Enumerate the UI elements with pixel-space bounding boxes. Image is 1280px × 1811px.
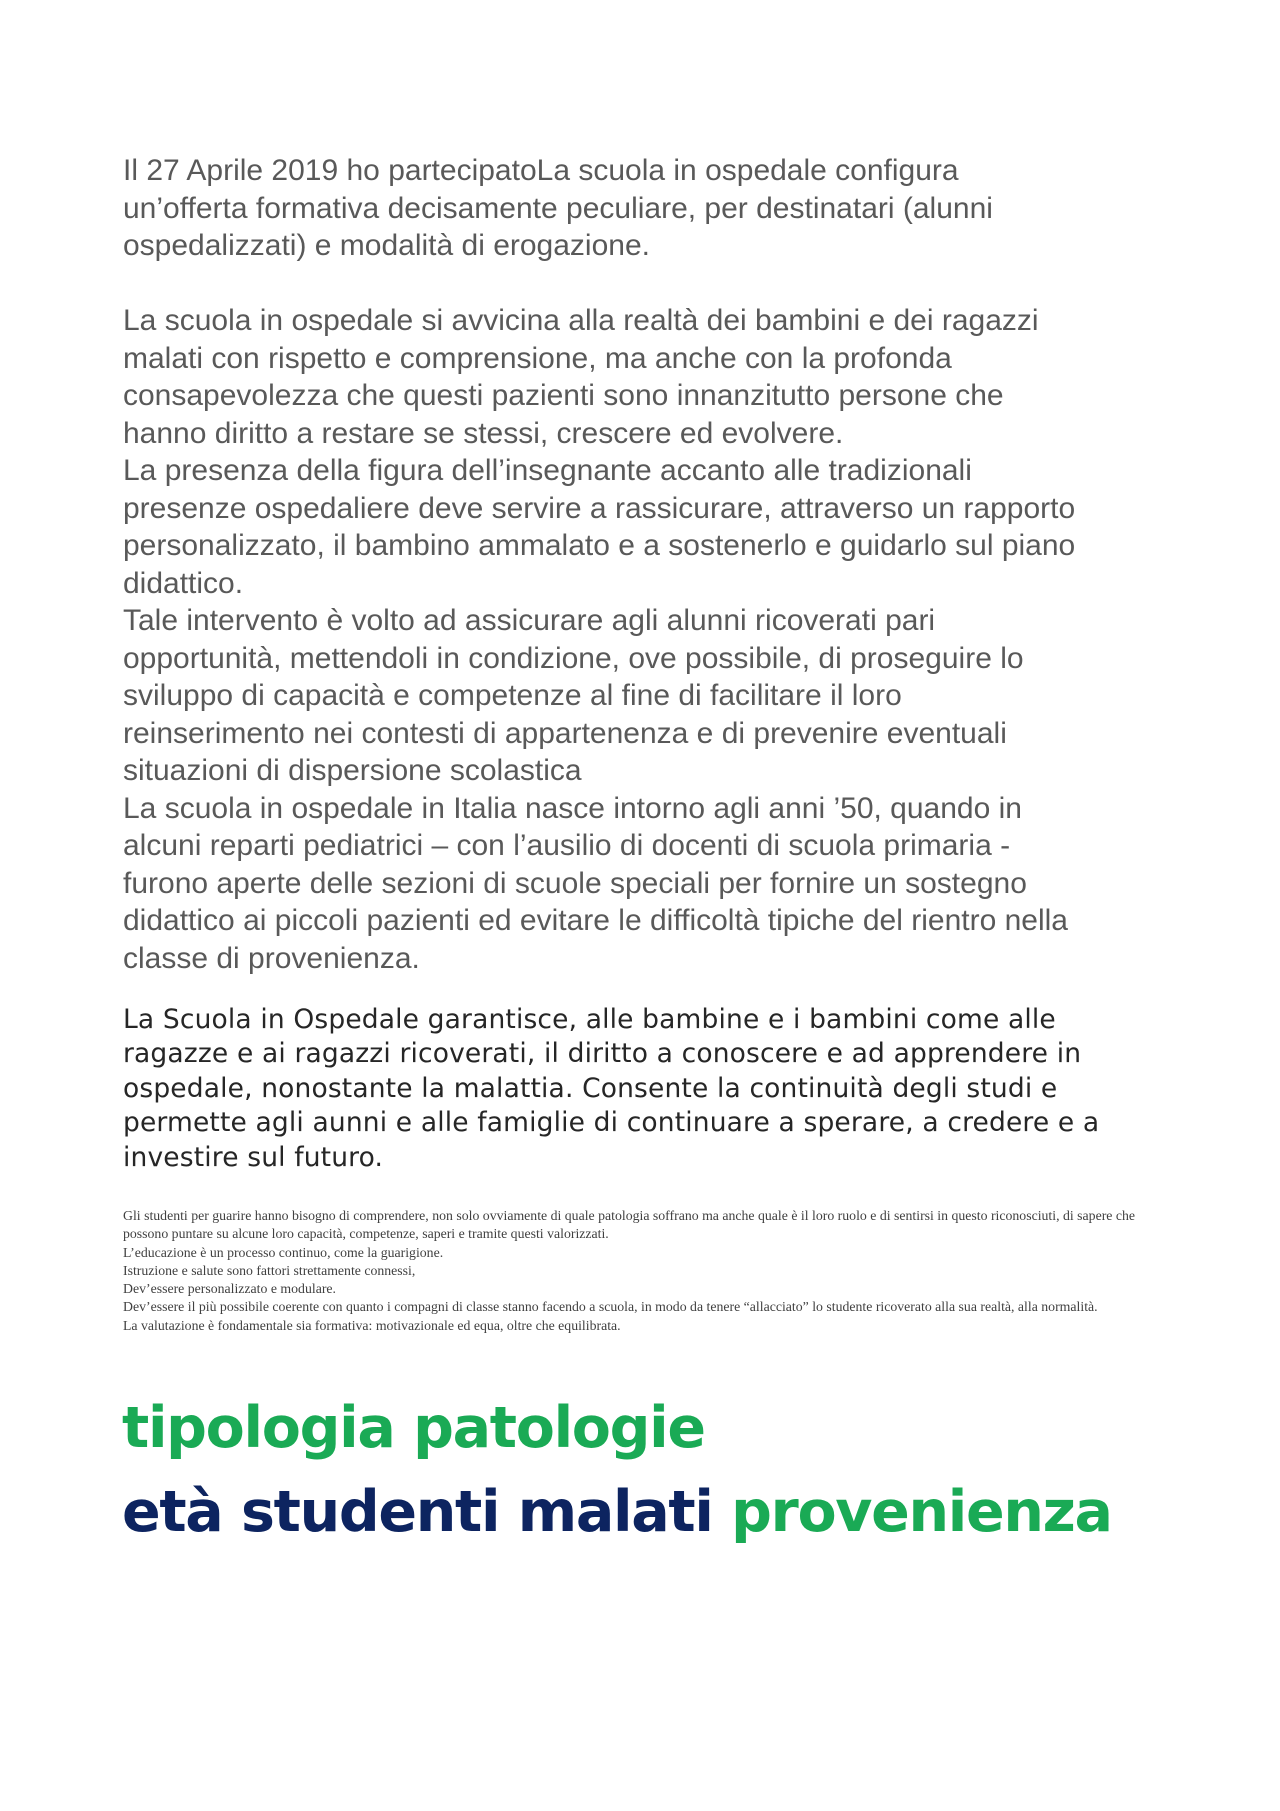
intro-line: sviluppo di capacità e competenze al fine di facilitare il loro [123, 679, 902, 712]
intro-line: opportunità, mettendoli in condizione, ove possibile, di proseguire lo [123, 641, 1024, 675]
note-line: Dev’essere il più possibile coerente con quanto i compagni di classe stanno facendo a scuola, in modo da tenere “allacciato” lo studente ricoverato alla sua realtà, alla normalità. [123, 1299, 1098, 1315]
note-line: La valutazione è fondamentale sia formativa: motivazionale ed equa, oltre che equilibrata. [123, 1317, 621, 1333]
note-line: Gli studenti per guarire hanno bisogno di comprendere, non solo ovviamente di quale patologia soffrano ma anche quale è il loro ruolo e di sentirsi in questo riconosciuti, di sapere che possono puntare su alcune loro capacità, competenze, saperi e tramite questi valorizzati. [123, 1208, 1136, 1242]
intro-line: Il 27 Aprile 2019 ho partecipatoLa scuola in ospedale configura [123, 154, 959, 187]
heading-eta-provenienza [122, 1479, 1112, 1545]
heading-tipologia-patologie: tipologia patologie [122, 1395, 705, 1461]
intro-line: ospedalizzati) e modalità di erogazione. [123, 229, 650, 262]
intro-line: La scuola in ospedale si avvicina alla realtà dei bambini e dei ragazzi [123, 304, 1039, 337]
intro-line: situazioni di dispersione scolastica [123, 754, 582, 787]
intro-line: malati con rispetto e comprensione, ma anche con la profonda [123, 341, 952, 375]
intro-paragraph [123, 152, 1168, 977]
guarantee-paragraph: La Scuola in Ospedale garantisce, alle bambine e i bambini come alle ragazze e ai ragazzi ricoverati, il diritto a conoscere e ad apprendere in ospedale, nonostante la malattia. Consente la continuità degli studi e permette agli aunni e alle famiglie di continuare a sperare, a credere e a investire sul futuro. [123, 1004, 1100, 1173]
note-line: Istruzione e salute sono fattori strettamente connessi, [123, 1262, 416, 1278]
paragraph-gap [123, 265, 1168, 303]
intro-line: personalizzato, il bambino ammalato e a sostenerlo e guidarlo sul piano [123, 529, 1076, 562]
intro-line: presenze ospedaliere deve servire a rassicurare, attraverso un rapporto [123, 491, 1076, 525]
intro-line: Tale intervento è volto ad assicurare agli alunni ricoverati pari [123, 604, 936, 637]
intro-line: un’offerta formativa decisamente peculiare, per destinatari (alunni [123, 191, 993, 225]
heading-provenienza: provenienza [731, 1479, 1112, 1545]
intro-line: furono aperte delle sezioni di scuole speciali per fornire un sostegno [123, 866, 1027, 900]
intro-line: consapevolezza che questi pazienti sono innanzitutto persone che [123, 379, 1004, 412]
note-line: L’educazione è un processo continuo, come la guarigione. [123, 1244, 444, 1260]
intro-line: La presenza della figura dell’insegnante accanto alle tradizionali [123, 454, 972, 487]
intro-line: classe di provenienza. [123, 941, 420, 975]
intro-line: didattico. [123, 566, 244, 600]
notes-paragraph [123, 1207, 1168, 1335]
intro-line: hanno diritto a restare se stessi, crescere ed evolvere. [123, 416, 844, 450]
intro-line: La scuola in ospedale in Italia nasce intorno agli anni ’50, quando in [123, 791, 1022, 825]
intro-line: didattico ai piccoli pazienti ed evitare le difficoltà tipiche del rientro nella [123, 904, 1068, 937]
heading-eta-studenti-malati: età studenti malati [122, 1479, 713, 1545]
note-line: Dev’essere personalizzato e modulare. [123, 1281, 336, 1297]
intro-line: alcuni reparti pediatrici – con l’ausilio di docenti di scuola primaria - [123, 829, 1011, 862]
intro-line: reinserimento nei contesti di appartenenza e di prevenire eventuali [123, 716, 1007, 750]
